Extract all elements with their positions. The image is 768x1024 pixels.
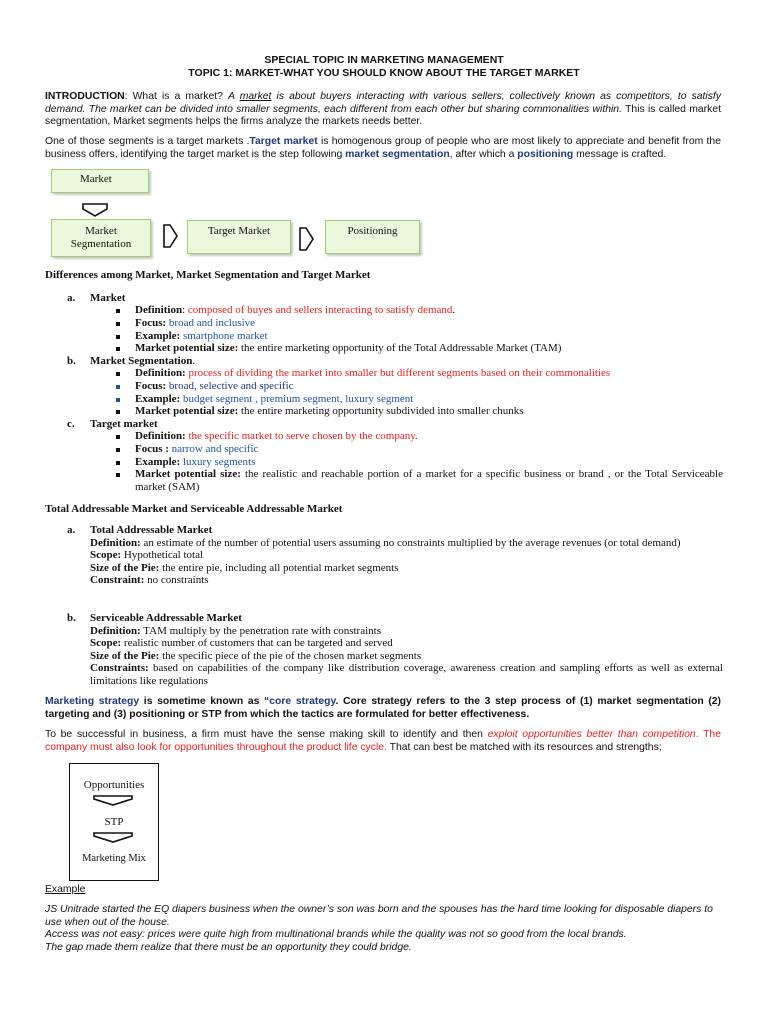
target-potential-size: Market potential size: the realistic and reachable portion of a market for a specific business or brand , or the Total Serviceable market (SAM) xyxy=(135,468,723,493)
bullet xyxy=(116,322,120,326)
stp-label: STP xyxy=(104,816,124,828)
target-definition: Definition: the specific market to serve chosen by the company. xyxy=(135,430,418,442)
sam-pie: Size of the Pie: the specific piece of the pie of the chosen market segments xyxy=(90,649,422,662)
example-text xyxy=(45,904,721,954)
item-marker-a: a. xyxy=(67,292,76,304)
target-focus: Focus : narrow and specific xyxy=(135,443,259,455)
bullet xyxy=(116,335,120,339)
sam-title: Serviceable Addressable Market xyxy=(90,612,242,624)
sam-definition: Definition: TAM multiply by the penetration rate with constraints xyxy=(90,624,381,637)
tam-block xyxy=(90,524,723,587)
bullet xyxy=(116,435,120,439)
market-potential-size: Market potential size: the entire marketing opportunity of the Total Addressable Market (TAM) xyxy=(135,342,562,354)
stp-marketing-mix: Marketing Mix xyxy=(82,853,146,864)
flow-box-segmentation xyxy=(51,219,151,257)
market-example: Example: smartphone market xyxy=(135,330,268,342)
market-focus: Focus: broad and inclusive xyxy=(135,317,256,329)
page-title-line-1: SPECIAL TOPIC IN MARKETING MANAGEMENT xyxy=(264,54,504,66)
right-arrow-icon xyxy=(299,227,314,251)
item-marker-b: b. xyxy=(67,612,76,624)
intro-label: INTRODUCTION xyxy=(45,91,125,102)
right-arrow-icon xyxy=(163,224,178,248)
intro-paragraph xyxy=(45,91,721,129)
intro-tail: This is called market segmentation, Market segments helps the firms analyze the markets needs better. xyxy=(45,103,721,127)
down-arrow-icon xyxy=(93,832,133,843)
bullet xyxy=(116,398,120,402)
bullet xyxy=(116,347,120,351)
para2-text-b: is homogenous group of people who are most likely to appreciate and benefit from the business offers, identifying the target market is the step following xyxy=(45,136,721,160)
segmentation-focus: Focus: broad, selective and specific xyxy=(135,380,294,392)
marketing-strategy-paragraph: Marketing strategy is sometime known as “core strategy. Core strategy refers to the 3 step process of (1) market segmentation (2) targeting and (3) positioning or STP from which the tactics are formulated for better effectiveness. xyxy=(45,696,722,720)
para2-text-a: One of those segments is a target markets . xyxy=(45,136,250,147)
tam-scope: Scope: Hypothetical total xyxy=(90,549,204,562)
bullet xyxy=(116,410,120,414)
target-market-title: Target market xyxy=(90,418,158,430)
segmentation-potential-size: Market potential size: the entire marketing opportunity subdivided into smaller chunks xyxy=(135,405,524,417)
item-marker-c: c. xyxy=(67,418,75,430)
differences-heading: Differences among Market, Market Segmentation and Target Market xyxy=(45,269,371,281)
para2-market-segmentation: market segmentation xyxy=(345,148,450,160)
tam-title: Total Addressable Market xyxy=(90,524,213,536)
example-line-1: JS Unitrade started the EQ diapers business when the owner’s son was born and the spouses has the hard time looking for disposable diapers to use when out of the house. xyxy=(45,904,713,928)
para2-positioning: positioning xyxy=(517,148,574,160)
sam-scope: Scope: realistic number of customers that can be targeted and served xyxy=(90,637,393,650)
tam-definition: Definition: an estimate of the number of potential users assuming no constraints multiplied by the average revenues (or total demand) xyxy=(90,536,681,549)
page-title-line-2: TOPIC 1: MARKET-WHAT YOU SHOULD KNOW ABOUT THE TARGET MARKET xyxy=(188,67,580,79)
para2-text-d: message is crafted. xyxy=(573,148,667,160)
flow-segmentation-line-1: Market xyxy=(85,225,117,237)
intro-italic-2: is about buyers interacting with various sellers, collectively known as competitors, to satisfy demand. The market can be divided into smaller segments, each different from each other but sharing commonalities within. xyxy=(45,91,722,115)
bullet xyxy=(116,372,120,376)
tam-constraint: Constraint: no constraints xyxy=(90,574,209,587)
para2-target-market: Target market xyxy=(249,136,318,147)
example-label: Example xyxy=(45,884,86,895)
item-marker-a: a. xyxy=(67,524,76,536)
intro-question: : What is a market? xyxy=(124,91,229,102)
intro-market-word: market xyxy=(239,91,272,102)
flow-box-positioning: Positioning xyxy=(325,220,420,254)
tam-pie: Size of the Pie: the entire pie, including all potential market segments xyxy=(90,561,399,574)
para2-text-c: , after which a xyxy=(449,148,518,160)
down-arrow-icon xyxy=(93,795,133,806)
intro-italic-1: A xyxy=(228,91,240,102)
target-market-paragraph xyxy=(45,136,721,161)
target-example: Example: luxury segments xyxy=(135,456,256,468)
bullet xyxy=(116,448,120,452)
item-marker-b: b. xyxy=(67,355,76,367)
flow-box-target-market: Target Market xyxy=(187,220,291,254)
success-paragraph: To be successful in business, a firm must have the sense making skill to identify and then exploit opportunities better than competition. The company must also look for opportunities throughout the product life cycle. That can best be matched with its resources and strengths; xyxy=(45,729,721,753)
segmentation-title: Market Segmentation. xyxy=(90,355,196,367)
sam-block xyxy=(90,612,723,688)
market-definition: Definition: composed of buyes and sellers interacting to satisfy demand. xyxy=(135,304,456,316)
segmentation-definition: Definition: process of dividing the market into smaller but different segments based on their commonalities xyxy=(135,367,611,379)
sam-constraints: Constraints: based on capabilities of the company like distribution coverage, awareness creation and sampling efforts as well as external limitations like regulations xyxy=(90,662,723,687)
flow-segmentation-line-2: Segmentation xyxy=(70,238,132,250)
bullet xyxy=(116,461,120,465)
market-title: Market xyxy=(90,292,126,304)
bullet xyxy=(116,473,120,477)
tam-sam-heading: Total Addressable Market and Serviceable Addressable Market xyxy=(45,503,343,515)
bullet xyxy=(116,309,120,313)
segmentation-example: Example: budget segment , premium segment, luxury segment xyxy=(135,393,414,405)
down-arrow-icon xyxy=(82,203,108,217)
flow-box-market: Market xyxy=(51,169,149,193)
example-line-3: The gap made them realize that there must be an opportunity they could bridge. xyxy=(45,941,412,953)
bullet xyxy=(116,385,120,389)
stp-opportunities: Opportunities xyxy=(83,779,145,791)
example-line-2: Access was not easy: prices were quite high from multinational brands while the quality was not so good from the local brands. xyxy=(45,929,627,940)
